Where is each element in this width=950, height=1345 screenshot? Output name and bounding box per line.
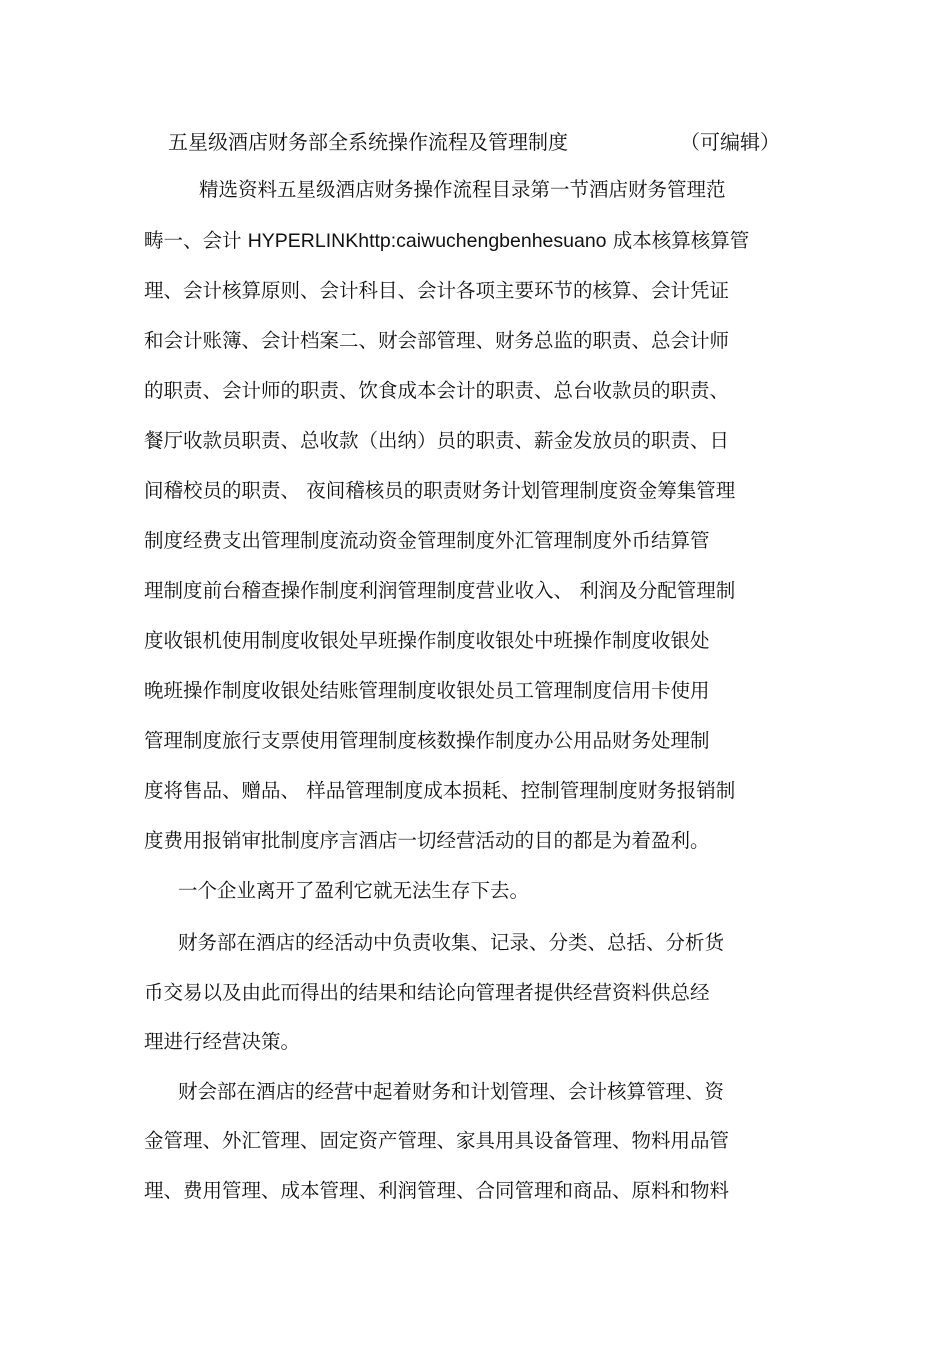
title-text: 五星级酒店财务部全系统操作流程及管理制度 — [168, 130, 568, 154]
paragraph-1-line-8: 制度经费支出管理制度流动资金管理制度外汇管理制度外币结算管 — [144, 529, 710, 552]
paragraph-1-line-11: 晚班操作制度收银处结账管理制度收银处员工管理制度信用卡使用 — [144, 679, 710, 702]
paragraph-1-line-12: 管理制度旅行支票使用管理制度核数操作制度办公用品财务处理制 — [144, 729, 710, 752]
paragraph-1-line-1: 精选资料五星级酒店财务操作流程目录第一节酒店财务管理范 — [199, 178, 726, 201]
hyperlink-text[interactable]: HYPERLINKhttp:caiwuchengbenhesuano — [247, 230, 607, 252]
paragraph-1-line-9: 理制度前台稽查操作制度利润管理制度营业收入、 利润及分配管理制 — [144, 579, 736, 602]
paragraph-1-line-2 — [144, 226, 749, 256]
paragraph-1-line-4: 和会计账簿、会计档案二、财会部管理、财务总监的职责、总会计师 — [144, 329, 730, 352]
paragraph-3-line-3: 理进行经营决策。 — [144, 1030, 301, 1053]
paragraph-4-line-3: 理、费用管理、成本管理、利润管理、合同管理和商品、原料和物料 — [144, 1179, 730, 1202]
paragraph-1-line-5: 的职责、会计师的职责、饮食成本会计的职责、总台收款员的职责、 — [144, 379, 730, 402]
document-title — [168, 126, 808, 158]
paragraph-1-line-7: 间稽校员的职责、 夜间稽核员的职责财务计划管理制度资金筹集管理 — [144, 479, 736, 502]
paragraph-1-line-13: 度将售品、赠品、 样品管理制度成本损耗、控制管理制度财务报销制 — [144, 779, 736, 802]
paragraph-1-line-10: 度收银机使用制度收银处早班操作制度收银处中班操作制度收银处 — [144, 629, 710, 652]
paragraph-1-line-14: 度费用报销审批制度序言酒店一切经营活动的目的都是为着盈利。 — [144, 829, 710, 852]
paragraph-1-line-6: 餐厅收款员职责、总收款（出纳）员的职责、薪金发放员的职责、日 — [144, 429, 730, 452]
title-editable-note: （可编辑） — [680, 130, 780, 154]
line-text: 畴一、会计 — [144, 229, 248, 252]
paragraph-2-line-1: 一个企业离开了盈利它就无法生存下去。 — [178, 879, 530, 902]
paragraph-1-line-3: 理、会计核算原则、会计科目、会计各项主要环节的核算、会计凭证 — [144, 279, 730, 302]
paragraph-4-line-2: 金管理、外汇管理、固定资产管理、家具用具设备管理、物料用品管 — [144, 1129, 730, 1152]
line-text: 成本核算核算管 — [606, 229, 750, 252]
paragraph-3-line-2: 币交易以及由此而得出的结果和结论向管理者提供经营资料供总经 — [144, 981, 710, 1004]
paragraph-3-line-1: 财务部在酒店的经活动中负责收集、记录、分类、总括、分析货 — [178, 931, 725, 954]
paragraph-4-line-1: 财会部在酒店的经营中起着财务和计划管理、会计核算管理、资 — [178, 1080, 725, 1103]
